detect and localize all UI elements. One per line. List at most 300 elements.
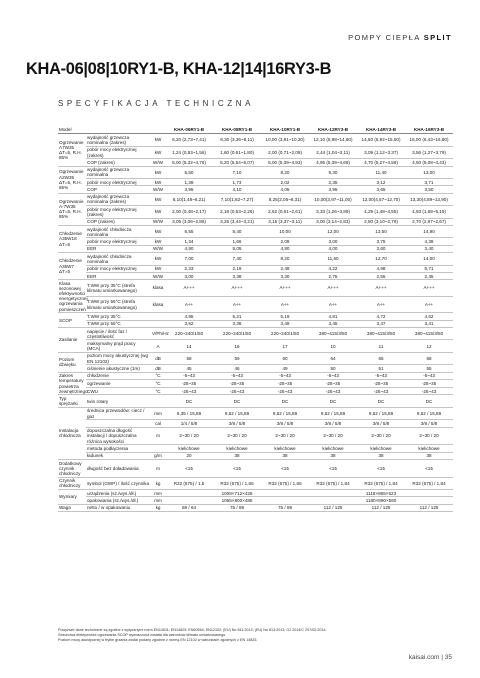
param-label: EER <box>86 245 151 252</box>
spec-table <box>58 125 453 512</box>
value-cell: 14,90 <box>405 225 453 237</box>
group-label: Typ sprężarki <box>58 395 86 407</box>
unit-cell: V/Ph/Hz <box>151 327 165 339</box>
spec-row <box>58 427 453 445</box>
group-label: Waga <box>58 504 86 511</box>
value-cell: -25~43 <box>405 387 453 395</box>
value-cell: 3/8 / 5/8 <box>213 420 261 427</box>
value-cell: 6,10(1,48~6,21) <box>165 193 213 205</box>
value-cell: 11,60 <box>309 253 357 265</box>
group-label: Instalacja chłodnicza <box>58 407 86 459</box>
value-cell: 4,38 <box>405 238 453 245</box>
param-label: netto / w opakowaniu <box>86 504 151 511</box>
value-cell: 46 <box>213 365 261 372</box>
value-cell: 8,20 <box>261 253 309 265</box>
group-label: SCOP <box>58 313 86 328</box>
value-cell: 2,44 (1,04~3,11) <box>309 146 357 158</box>
group-label: Klasa sezonowej efektywności energetycznej ogrzewania pomieszczeń <box>59 280 88 312</box>
value-cell: 4,70 (5,27~4,59) <box>357 159 405 166</box>
value-cell: 6,35 / 15,88 <box>165 407 213 419</box>
footnote-line: Sezonowa efektywność ogrzewania SCOP wyznaczona została dla warunków klimatu umiarkowanego. <box>58 633 227 638</box>
value-cell: 7,10(1,82~7,27) <box>213 193 261 205</box>
param-label: wydajność grzewcza nominalna <box>86 166 151 178</box>
unit-cell: dB <box>151 352 165 364</box>
value-cell: 3,00 (3,14~2,83) <box>309 218 357 225</box>
value-cell: 8,25(2,05~8,31) <box>261 193 309 205</box>
value-cell: 75 / 89 <box>261 504 309 511</box>
value-cell: 3/8 / 5/8 <box>357 420 405 427</box>
value-cell: <15 <box>213 459 261 477</box>
page-subtitle: SPECYFIKACJA TECHNICZNA <box>58 99 255 108</box>
value-cell: 2,80 (3,10~2,79) <box>357 218 405 225</box>
value-cell: A+++ <box>165 280 213 297</box>
spec-row <box>58 225 453 237</box>
value-cell: 2,75 <box>309 272 357 279</box>
value-cell: 220~240/1/50 <box>261 327 309 339</box>
value-cell: 4,93 (1,68~5,19) <box>405 206 453 218</box>
value-cell: 12,10 (5,98~14,60) <box>309 134 357 146</box>
value-cell: 14,00 <box>405 253 453 265</box>
value-cell: 3,15 (3,37~3,11) <box>261 218 309 225</box>
value-cell: 7,00 <box>165 253 213 265</box>
value-cell: 9,52 / 15,88 <box>357 407 405 419</box>
value-cell: 4,29 (1,48~4,55) <box>357 206 405 218</box>
value-cell: 3,40 <box>405 245 453 252</box>
spec-row <box>58 193 453 205</box>
value-cell: 7,40 <box>213 253 261 265</box>
value-cell: -5~43 <box>261 372 309 380</box>
value-cell: A+++ <box>213 280 261 297</box>
header-brand <box>348 33 452 42</box>
value-cell: 3/8 / 5/8 <box>309 420 357 427</box>
value-cell: 13,00 <box>405 166 453 178</box>
page-title: KHA-06|08|10RY1-B, KHA-12|14|16RY3-B <box>26 60 332 78</box>
value-cell: 4,72 <box>357 313 405 320</box>
unit-cell: mm <box>151 490 165 497</box>
value-cell: -25~35 <box>165 380 213 388</box>
group-label: Zakres temperatury powietrza zewnętrznego <box>59 373 88 394</box>
value-cell: DC <box>261 395 309 407</box>
value-cell: 17 <box>261 340 309 352</box>
brand-name: SPLIT <box>423 33 452 42</box>
value-cell: 112 / 125 <box>405 504 453 511</box>
value-cell: 14,60 (5,92~15,50) <box>357 134 405 146</box>
value-cell: 3,00 <box>165 272 213 279</box>
unit-cell: kg <box>151 477 165 489</box>
value-cell: 220~240/1/50 <box>213 327 261 339</box>
value-cell: 50 <box>309 365 357 372</box>
value-cell: 1,73 <box>213 179 261 186</box>
group-label: Wymiary <box>58 490 86 505</box>
value-cell: 2,00 (0,71~2,09) <box>261 146 309 158</box>
unit-cell: kg <box>151 504 165 511</box>
value-cell: 1118×865×523 <box>309 490 453 497</box>
value-cell: 2~30 / 20 <box>309 427 357 445</box>
param-label: EER <box>86 272 151 279</box>
value-cell: 1,34 <box>165 238 213 245</box>
spec-row <box>58 497 453 504</box>
value-cell: 5,21 <box>213 313 261 320</box>
value-cell: kielichowe <box>165 445 213 452</box>
group-label: Ogrzewanie A7W35 ΔT=5, R.H. 85% <box>58 134 86 166</box>
param-label: pobór mocy elektrycznej <box>86 179 151 186</box>
value-cell: 38 <box>357 452 405 459</box>
value-cell: 2,33 <box>165 265 213 272</box>
spec-row <box>58 504 453 511</box>
value-cell: A+++ <box>309 280 357 297</box>
value-cell: 8,20 <box>261 166 309 178</box>
unit-cell: cal <box>151 420 165 427</box>
value-cell: 4,10 <box>213 186 261 193</box>
value-cell: 3,52 <box>165 320 213 327</box>
value-cell: 1,39 <box>165 179 213 186</box>
value-cell: <15 <box>261 459 309 477</box>
value-cell: 60 <box>261 352 309 364</box>
value-cell: -25~35 <box>357 380 405 388</box>
value-cell: 5,00 (5,32~4,76) <box>165 159 213 166</box>
value-cell: 1,66 <box>213 238 261 245</box>
value-cell: 3,49 <box>261 320 309 327</box>
spec-row <box>58 313 453 320</box>
unit-cell <box>151 445 165 452</box>
value-cell: 4,00 <box>309 245 357 252</box>
footer-separator: | <box>441 654 443 661</box>
value-cell: -25~35 <box>309 380 357 388</box>
unit-cell: °C <box>151 380 165 388</box>
unit-cell: °C <box>151 387 165 395</box>
unit-cell: kW <box>151 179 165 186</box>
model-header: KHA-10RY1-B <box>261 125 309 134</box>
value-cell: 380~415/3/50 <box>357 327 405 339</box>
value-cell: <15 <box>405 459 453 477</box>
spec-table-header <box>58 125 453 134</box>
value-cell: 5,50 <box>165 166 213 178</box>
value-cell: 38 <box>405 452 453 459</box>
value-cell: 3,30 <box>261 272 309 279</box>
spec-row <box>58 245 453 252</box>
value-cell: 2~30 / 20 <box>357 427 405 445</box>
value-cell: 3,00 <box>309 238 357 245</box>
group-label: Ogrzewanie A2W35 ΔT=5, R.H. 85% <box>58 166 86 193</box>
value-cell: A++ <box>213 296 261 313</box>
value-cell: 9,52 / 15,88 <box>405 407 453 419</box>
value-cell: 9,30 <box>309 166 357 178</box>
value-cell: 3,38 <box>213 272 261 279</box>
value-cell: -25~43 <box>213 387 261 395</box>
spec-row <box>58 387 453 395</box>
spec-row <box>58 445 453 452</box>
value-cell: 4,95 <box>165 313 213 320</box>
spec-row <box>58 380 453 388</box>
param-label: wydajność grzewcza nominalna (zakres) <box>86 193 151 205</box>
value-cell: 112 / 125 <box>357 504 405 511</box>
value-cell: <15 <box>165 459 213 477</box>
group-label: Zasilanie <box>58 327 86 352</box>
unit-cell: W/W <box>151 272 165 279</box>
value-cell: 2,02 <box>261 179 309 186</box>
value-cell: 3,05 (3,06~2,86) <box>165 218 213 225</box>
value-cell: 2,70 (2,97~2,67) <box>405 218 453 225</box>
spec-table-body <box>58 134 453 512</box>
value-cell: 3,65 <box>357 186 405 193</box>
value-cell: 51 <box>357 365 405 372</box>
unit-cell: W/W <box>151 218 165 225</box>
value-cell: 3,12 <box>357 179 405 186</box>
param-label: pobór mocy elektrycznej <box>86 265 151 272</box>
value-cell: 1,60 (0,61~1,80) <box>213 146 261 158</box>
unit-cell: mm <box>151 497 165 504</box>
value-cell: 2~30 / 20 <box>213 427 261 445</box>
param-label: COP (zakres) <box>86 218 151 225</box>
value-cell: 2~30 / 20 <box>405 427 453 445</box>
spec-row <box>58 146 453 158</box>
spec-row <box>58 365 453 372</box>
param-label: COP <box>86 186 151 193</box>
value-cell: 3,75 <box>357 238 405 245</box>
value-cell: 2,19 <box>213 265 261 272</box>
value-cell: 11,40 <box>357 166 405 178</box>
value-cell: 4,05 <box>261 186 309 193</box>
param-label: wydajność chłodnicza nominalna <box>86 225 151 237</box>
value-cell: 2,48 <box>261 265 309 272</box>
value-cell: 1/4 / 5/8 <box>165 420 213 427</box>
unit-cell: kW <box>151 238 165 245</box>
param-label: ciśnienie akustyczne (1m) <box>86 365 151 372</box>
param-label: metoda podłączenia <box>86 445 151 452</box>
value-cell: 2~30 / 20 <box>165 427 213 445</box>
value-cell: <15 <box>309 459 357 477</box>
value-cell: 4,50 (5,08~4,43) <box>405 159 453 166</box>
group-label: Ogrzewanie A-7W35 ΔT=5, R.H. 85% <box>58 193 86 225</box>
value-cell: 3,36 <box>213 320 261 327</box>
value-cell: 9,52 / 15,88 <box>261 407 309 419</box>
value-cell: A++ <box>165 296 213 313</box>
unit-cell <box>151 395 165 407</box>
value-cell: 220~240/1/50 <box>165 327 213 339</box>
value-cell: 380~415/3/50 <box>309 327 357 339</box>
group-label: Dodatkowy czynnik chłodniczy <box>58 459 86 477</box>
value-cell: 68 <box>405 352 453 364</box>
value-cell: DC <box>309 395 357 407</box>
header-row <box>58 125 453 134</box>
model-header: KHA-06RY1-B <box>165 125 213 134</box>
model-header: KHA-14RY3-B <box>357 125 405 134</box>
value-cell: 3,95 <box>165 186 213 193</box>
spec-row <box>58 159 453 166</box>
unit-cell: kW <box>151 134 165 146</box>
value-cell: 3,71 <box>405 179 453 186</box>
param-label: długość bez doładowania <box>86 459 151 477</box>
value-cell: 3,41 <box>405 320 453 327</box>
footer-site: kaisai.com <box>408 654 440 661</box>
spec-row <box>58 407 453 419</box>
value-cell: 1065×800×485 <box>165 497 309 504</box>
unit-cell: dB <box>151 365 165 372</box>
value-cell: 10,00(3,97~11,00) <box>309 193 357 205</box>
spec-row <box>58 320 453 327</box>
value-cell: A+++ <box>357 280 405 297</box>
value-cell: A++ <box>309 296 357 313</box>
param-label: T.WW przy 35°C <box>86 313 151 320</box>
param-label: maksymalny prąd pracy (MCA) <box>86 340 151 352</box>
value-cell: 2,00 (0,48~2,17) <box>165 206 213 218</box>
value-cell: A+++ <box>261 280 309 297</box>
group-label: Poziom dźwięku <box>58 352 86 372</box>
value-cell: 10 <box>309 340 357 352</box>
param-label: ogrzewanie <box>86 380 151 388</box>
value-cell: kielichowe <box>357 445 405 452</box>
value-cell: 58 / 64 <box>165 504 213 511</box>
spec-row <box>58 206 453 218</box>
param-label: T.WW przy 35°C (strefa klimatu umiarkowanego) <box>86 280 151 297</box>
spec-row <box>58 166 453 178</box>
value-cell: 7,10 <box>213 166 261 178</box>
unit-cell <box>151 320 165 327</box>
unit-cell: A <box>151 340 165 352</box>
value-cell: 8,40 <box>213 225 261 237</box>
unit-cell: W/W <box>151 159 165 166</box>
unit-cell: W/W <box>151 245 165 252</box>
unit-cell <box>151 313 165 320</box>
value-cell: kielichowe <box>309 445 357 452</box>
value-cell: 5,19 <box>261 313 309 320</box>
value-cell: 38 <box>213 452 261 459</box>
value-cell: 9,52 / 15,88 <box>309 407 357 419</box>
value-cell: 6,55 <box>165 225 213 237</box>
unit-cell: °C <box>151 372 165 380</box>
unit-cell: klasa <box>151 296 165 313</box>
value-cell: 2,35 <box>309 179 357 186</box>
value-cell: DC <box>165 395 213 407</box>
spec-row <box>58 186 453 193</box>
value-cell: -25~35 <box>405 380 453 388</box>
value-cell: 16 <box>213 340 261 352</box>
param-label: COP (zakres) <box>86 159 151 166</box>
value-cell: 12,70 <box>357 253 405 265</box>
value-cell: R32 (675) / 1,65 <box>261 477 309 489</box>
value-cell: 58 <box>165 352 213 364</box>
value-cell: 13,30(4,89~13,90) <box>405 193 453 205</box>
model-header: KHA-08RY1-B <box>213 125 261 134</box>
unit-cell: mm <box>151 407 165 419</box>
value-cell: -25~43 <box>357 387 405 395</box>
value-cell: 13,50 <box>357 225 405 237</box>
spec-row <box>58 352 453 364</box>
value-cell: 55 <box>405 365 453 372</box>
value-cell: 5,71 <box>405 265 453 272</box>
unit-cell: kW <box>151 206 165 218</box>
value-cell: 1180×890×560 <box>309 497 453 504</box>
value-cell: 2,45 <box>405 272 453 279</box>
value-cell: R32 (675) / 1,84 <box>357 477 405 489</box>
value-cell: 38 <box>309 452 357 459</box>
spec-row <box>58 340 453 352</box>
param-label: wydajność grzewcza nominalna (zakres) <box>86 134 151 146</box>
value-cell: R32 (675) / 1,84 <box>405 477 453 489</box>
unit-cell: W/W <box>151 186 165 193</box>
param-label: dopuszczalna długość instalacji / dopuszczalna różnica wysokości <box>86 427 151 445</box>
value-cell: 45 <box>165 365 213 372</box>
value-cell: 20 <box>165 452 213 459</box>
model-label: Model <box>58 125 165 134</box>
param-label: napięcie / ilość faz / częstotliwość <box>86 327 151 339</box>
param-label: pobór mocy elektrycznej <box>86 238 151 245</box>
spec-row <box>58 272 453 279</box>
spec-row <box>58 280 453 297</box>
value-cell: 3/8 / 5/8 <box>405 420 453 427</box>
value-cell: R32 (675) / 1,84 <box>309 477 357 489</box>
param-label: pobór mocy elektrycznej (zakres) <box>86 206 151 218</box>
brand-prefix: POMPY CIEPŁA <box>348 33 421 42</box>
value-cell: -5~43 <box>309 372 357 380</box>
page-footer <box>409 654 452 661</box>
value-cell: 75 / 89 <box>213 504 261 511</box>
spec-row <box>58 372 453 380</box>
value-cell: DC <box>405 395 453 407</box>
value-cell: A++ <box>405 296 453 313</box>
value-cell: 5,00 (5,39~4,93) <box>261 159 309 166</box>
param-label: T.WW przy 55°C (strefa klimatu umiarkowanego) <box>86 296 151 313</box>
spec-row <box>58 238 453 245</box>
value-cell: 3,47 <box>357 320 405 327</box>
value-cell: -25~35 <box>261 380 309 388</box>
param-label: poziom mocy akustycznej (wg EN 12102) <box>86 352 151 364</box>
value-cell: 12,00(4,57~12,70) <box>357 193 405 205</box>
value-cell: 2~30 / 20 <box>261 427 309 445</box>
value-cell: 112 / 125 <box>309 504 357 511</box>
value-cell: 2,62 (0,61~2,61) <box>261 206 309 218</box>
unit-cell: kW <box>151 166 165 178</box>
value-cell: 3,50 <box>405 186 453 193</box>
value-cell: 3,56 (1,27~3,79) <box>405 146 453 158</box>
unit-cell: m <box>151 427 165 445</box>
value-cell: 12 <box>405 340 453 352</box>
value-cell: kielichowe <box>213 445 261 452</box>
value-cell: R32 (675) / 1,65 <box>213 477 261 489</box>
param-label: pobór mocy elektrycznej (zakres) <box>86 146 151 158</box>
value-cell: 3,33 (1,26~3,89) <box>309 206 357 218</box>
value-cell: DC <box>357 395 405 407</box>
param-label: średnica przewodów: ciecz / gaz <box>86 407 151 419</box>
param-label: symbol (GWP) / ilość czynnika <box>86 477 151 489</box>
spec-row <box>58 420 453 427</box>
value-cell: 14 <box>165 340 213 352</box>
page-number: 35 <box>444 654 452 661</box>
value-cell: 4,98 <box>357 265 405 272</box>
value-cell: 11 <box>357 340 405 352</box>
footnote-line: Poziom mocy akustycznej w trybie grzania został podany zgodnie z normą EN 12102 w warunkach zgodnych z EN 14825. <box>58 638 258 643</box>
spec-row <box>58 490 453 497</box>
spec-row <box>58 459 453 477</box>
param-label: CWU <box>86 387 151 395</box>
value-cell: 10,00 <box>261 225 309 237</box>
value-cell: 8,30 (3,36~8,11) <box>213 134 261 146</box>
param-label: chłodzenie <box>86 372 151 380</box>
value-cell: 3,60 <box>357 245 405 252</box>
param-label: opakowania (sz./wys./dł.) <box>86 497 151 504</box>
spec-row <box>58 296 453 313</box>
param-label: T.WW przy 55°C <box>86 320 151 327</box>
value-cell: -25~43 <box>261 387 309 395</box>
value-cell: 2,08 <box>261 238 309 245</box>
spec-row <box>58 218 453 225</box>
value-cell: 4,95 (5,39~4,69) <box>309 159 357 166</box>
group-label: Chłodzenie A35W18 ΔT=5 <box>58 225 86 252</box>
spec-row <box>58 477 453 489</box>
value-cell: -25~35 <box>213 380 261 388</box>
value-cell: 3,95 <box>309 186 357 193</box>
spec-row <box>58 395 453 407</box>
